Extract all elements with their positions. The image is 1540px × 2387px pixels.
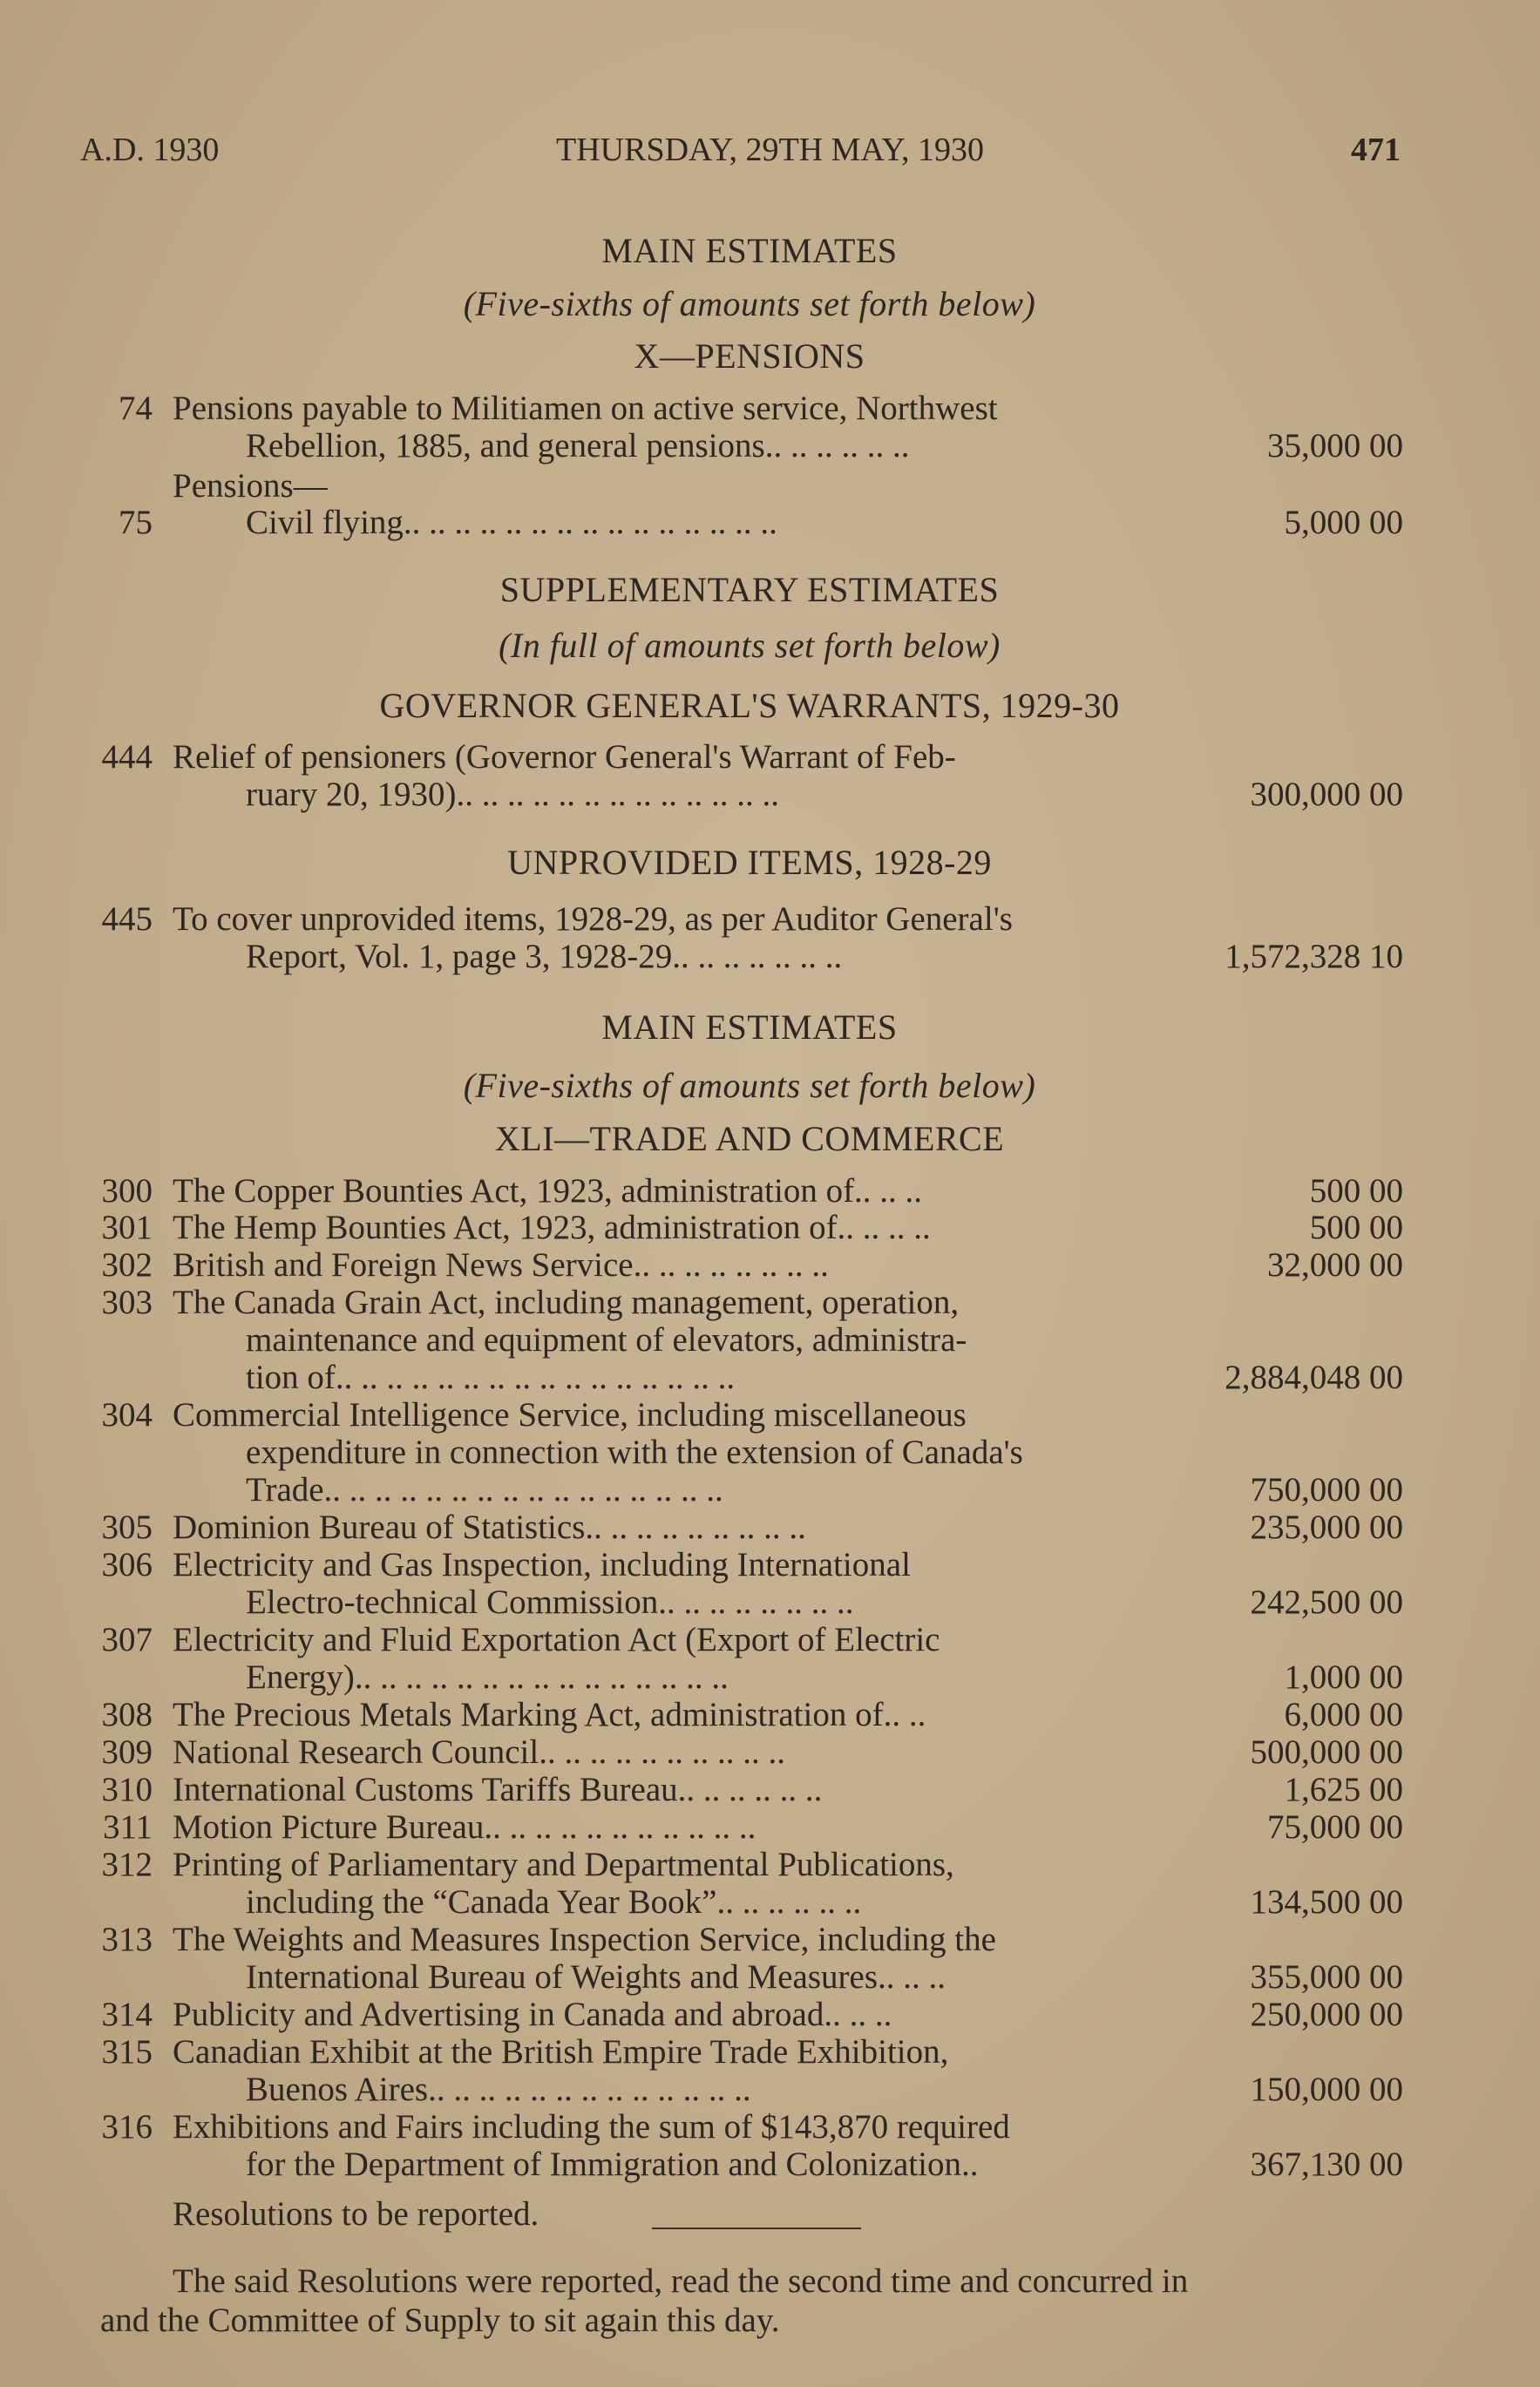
item-line: Relief of pensioners (Governor General's Warrant of Feb- — [173, 738, 956, 776]
item-line: Rebellion, 1885, and general pensions.. .. .. .. .. .. — [246, 427, 910, 465]
item-description — [173, 1209, 1192, 1246]
item-amount: 1,572,328 10 — [1225, 938, 1403, 975]
item-line: International Customs Tariffs Bureau.. .. .. .. .. .. — [173, 1771, 823, 1808]
estimate-item — [0, 1621, 1540, 1696]
item-line: British and Foreign News Service.. .. .. .. .. .. .. .. — [173, 1246, 829, 1284]
item-line: The Hemp Bounties Act, 1923, administration of.. .. .. .. — [173, 1209, 931, 1246]
item-amount: 1,000 00 — [1284, 1658, 1403, 1696]
item-number: 444 — [101, 738, 153, 776]
estimate-item — [0, 1771, 1540, 1808]
item-line: expenditure in connection with the extension of Canada's — [246, 1434, 1023, 1471]
item-description — [173, 1246, 1192, 1284]
item-number: 305 — [101, 1509, 153, 1546]
item-description — [173, 1696, 1192, 1733]
page-number: 471 — [1351, 132, 1401, 168]
item-description — [173, 2033, 1192, 2108]
section-heading: X—PENSIONS — [634, 336, 865, 376]
item-line: Pensions payable to Militiamen on active service, Northwest — [173, 390, 998, 427]
section-subtitle: (In full of amounts set forth below) — [499, 626, 1001, 665]
item-number: 310 — [101, 1771, 153, 1808]
item-description — [173, 504, 1192, 541]
estimate-item — [0, 1396, 1540, 1509]
item-description — [173, 1621, 1192, 1696]
item-line: Commercial Intelligence Service, including miscellaneous — [173, 1396, 967, 1434]
item-line: To cover unprovided items, 1928-29, as per Auditor General's — [173, 900, 1013, 938]
item-line: Electricity and Fluid Exportation Act (Export of Electric — [173, 1621, 940, 1658]
item-number: 312 — [101, 1846, 153, 1883]
item-line: The Weights and Measures Inspection Service, including the — [173, 1921, 996, 1958]
estimate-item — [0, 1921, 1540, 1996]
item-description — [173, 1733, 1192, 1771]
item-number: 309 — [101, 1733, 153, 1771]
item-description — [173, 1284, 1192, 1396]
closing-paragraph-line: and the Committee of Supply to sit again this day. — [100, 2302, 780, 2339]
item-amount: 2,884,048 00 — [1225, 1359, 1403, 1396]
item-description — [173, 1172, 1192, 1210]
estimate-item — [0, 1846, 1540, 1921]
item-description — [173, 1808, 1192, 1846]
item-amount: 235,000 00 — [1250, 1509, 1403, 1546]
item-number: 303 — [101, 1284, 153, 1321]
section-title: MAIN ESTIMATES — [601, 231, 898, 270]
item-description — [173, 1921, 1192, 1996]
section-subtitle: (Five-sixths of amounts set forth below) — [463, 284, 1036, 323]
item-amount: 5,000 00 — [1284, 504, 1403, 541]
item-number: 445 — [101, 900, 153, 938]
section-title: SUPPLEMENTARY ESTIMATES — [499, 570, 1000, 609]
item-line: The Precious Metals Marking Act, administration of.. .. — [173, 1696, 926, 1733]
item-line: for the Department of Immigration and Colonization.. — [246, 2146, 979, 2183]
resolutions-note: Resolutions to be reported. — [173, 2195, 539, 2233]
item-number: 300 — [101, 1172, 153, 1210]
estimate-item — [0, 1209, 1540, 1246]
item-number: 314 — [101, 1996, 153, 2033]
estimate-item — [0, 1808, 1540, 1846]
item-amount: 134,500 00 — [1250, 1883, 1403, 1921]
section-subtitle: (Five-sixths of amounts set forth below) — [463, 1066, 1036, 1105]
item-number: 302 — [101, 1246, 153, 1284]
estimate-item — [0, 1172, 1540, 1210]
estimate-item — [0, 1733, 1540, 1771]
estimate-item — [0, 1546, 1540, 1621]
item-description — [173, 390, 1192, 465]
item-number: 316 — [101, 2108, 153, 2146]
item-description — [173, 1996, 1192, 2033]
item-number: 313 — [101, 1921, 153, 1958]
item-amount: 750,000 00 — [1250, 1471, 1403, 1509]
estimate-item — [0, 1246, 1540, 1284]
item-description — [173, 2108, 1192, 2183]
item-description — [173, 1509, 1192, 1546]
estimate-item — [0, 1996, 1540, 2033]
item-amount: 1,625 00 — [1284, 1771, 1403, 1808]
item-amount: 242,500 00 — [1250, 1583, 1403, 1621]
estimate-item — [0, 467, 1540, 505]
item-number: 74 — [119, 390, 153, 427]
section-title: MAIN ESTIMATES — [601, 1007, 898, 1047]
item-line: maintenance and equipment of elevators, administra- — [246, 1321, 967, 1359]
estimate-item — [0, 2033, 1540, 2108]
item-amount: 32,000 00 — [1267, 1246, 1403, 1284]
item-line: Energy).. .. .. .. .. .. .. .. .. .. .. .. .. .. .. — [246, 1658, 729, 1696]
item-amount: 300,000 00 — [1250, 776, 1403, 813]
estimate-item — [0, 1696, 1540, 1733]
item-line: Report, Vol. 1, page 3, 1928-29.. .. .. .. .. .. .. — [246, 938, 843, 975]
estimate-item — [0, 504, 1540, 541]
item-number: 308 — [101, 1696, 153, 1733]
estimate-item — [0, 738, 1540, 813]
item-amount: 35,000 00 — [1267, 427, 1403, 465]
item-description — [173, 1771, 1192, 1808]
item-line: tion of.. .. .. .. .. .. .. .. .. .. .. .. .. .. .. .. — [246, 1359, 736, 1396]
item-line: The Canada Grain Act, including management, operation, — [173, 1284, 960, 1321]
item-line: Buenos Aires.. .. .. .. .. .. .. .. .. .. .. .. .. — [246, 2071, 751, 2108]
item-line: International Bureau of Weights and Measures.. .. .. — [246, 1958, 946, 1996]
item-line: Canadian Exhibit at the British Empire Trade Exhibition, — [173, 2033, 949, 2071]
item-description — [173, 900, 1192, 975]
item-line: Motion Picture Bureau.. .. .. .. .. .. .. .. .. .. .. — [173, 1808, 756, 1846]
item-line: Electricity and Gas Inspection, including International — [173, 1546, 911, 1583]
item-description — [173, 1846, 1192, 1921]
item-description — [173, 1396, 1192, 1509]
item-amount: 355,000 00 — [1250, 1958, 1403, 1996]
item-line: Electro-technical Commission.. .. .. .. .. .. .. .. — [246, 1583, 854, 1621]
item-amount: 367,130 00 — [1250, 2146, 1403, 2183]
item-number: 301 — [101, 1209, 153, 1246]
item-number: 315 — [101, 2033, 153, 2071]
item-number: 75 — [119, 504, 153, 541]
item-line: Trade.. .. .. .. .. .. .. .. .. .. .. .. .. .. .. .. — [246, 1471, 723, 1509]
item-number: 306 — [101, 1546, 153, 1583]
item-number: 311 — [102, 1808, 153, 1846]
item-line: Exhibitions and Fairs including the sum of $143,870 required — [173, 2108, 1010, 2146]
item-line: The Copper Bounties Act, 1923, administration of.. .. .. — [173, 1172, 923, 1210]
section-heading: UNPROVIDED ITEMS, 1928-29 — [507, 843, 992, 882]
item-amount: 500 00 — [1309, 1172, 1403, 1210]
item-number: 304 — [101, 1396, 153, 1434]
item-amount: 75,000 00 — [1267, 1808, 1403, 1846]
item-amount: 150,000 00 — [1250, 2071, 1403, 2108]
item-amount: 250,000 00 — [1250, 1996, 1403, 2033]
header-year: A.D. 1930 — [80, 132, 220, 168]
estimate-item — [0, 1509, 1540, 1546]
estimate-item — [0, 900, 1540, 975]
item-line: Publicity and Advertising in Canada and abroad.. .. .. — [173, 1996, 892, 2033]
item-number: 307 — [101, 1621, 153, 1658]
item-line: ruary 20, 1930).. .. .. .. .. .. .. .. .. .. .. .. .. — [246, 776, 780, 813]
item-amount: 500 00 — [1309, 1209, 1403, 1246]
estimate-item — [0, 2108, 1540, 2183]
item-description — [173, 738, 1192, 813]
header-date: THURSDAY, 29TH MAY, 1930 — [556, 132, 984, 168]
page-header — [0, 131, 1540, 183]
closing-paragraph-line: The said Resolutions were reported, read the second time and concurred in — [173, 2262, 1189, 2300]
item-description: Pensions— — [173, 467, 328, 505]
item-description — [173, 1546, 1192, 1621]
section-heading: GOVERNOR GENERAL'S WARRANTS, 1929-30 — [379, 686, 1120, 725]
divider-rule — [652, 2228, 861, 2229]
section-heading: XLI—TRADE AND COMMERCE — [494, 1119, 1005, 1158]
item-line: including the “Canada Year Book”.. .. .. .. .. .. — [246, 1883, 862, 1921]
item-line: Printing of Parliamentary and Departmental Publications, — [173, 1846, 954, 1883]
item-line: National Research Council.. .. .. .. .. .. .. .. .. .. — [173, 1733, 785, 1771]
estimate-item — [0, 390, 1540, 465]
item-amount: 6,000 00 — [1284, 1696, 1403, 1733]
item-amount: 500,000 00 — [1250, 1733, 1403, 1771]
item-line: Civil flying.. .. .. .. .. .. .. .. .. .. .. .. .. .. .. — [246, 504, 777, 541]
item-line: Dominion Bureau of Statistics.. .. .. .. .. .. .. .. .. — [173, 1509, 806, 1546]
estimate-item — [0, 1284, 1540, 1396]
